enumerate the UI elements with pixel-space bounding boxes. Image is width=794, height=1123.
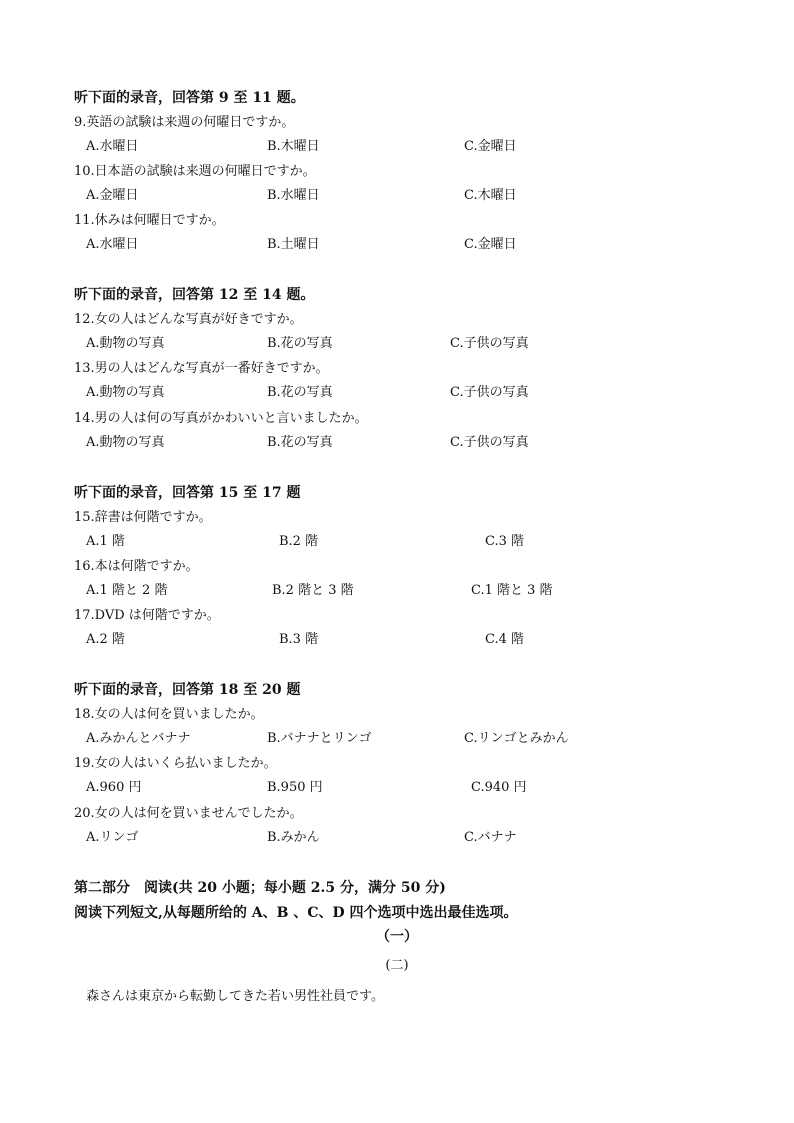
- option-b: B.みかん: [267, 830, 320, 845]
- question-text: 17.DVD は何階ですか。: [74, 608, 220, 623]
- question-text: 9.英語の試験は来週の何曜日ですか。: [74, 115, 295, 130]
- option-c: C.子供の写真: [450, 336, 529, 351]
- option-b: B.花の写真: [267, 435, 333, 450]
- question-text: 20.女の人は何を買いませんでしたか。: [74, 806, 303, 821]
- question-text: 11.休みは何曜日ですか。: [74, 213, 225, 228]
- option-b: B.2 階と 3 階: [272, 583, 354, 598]
- option-c: C.3 階: [485, 534, 525, 549]
- option-a: A.動物の写真: [86, 435, 165, 450]
- option-a: A.動物の写真: [86, 336, 165, 351]
- section-heading: 听下面的录音，回答第 9 至 11 题。: [74, 90, 305, 106]
- option-b: B.花の写真: [267, 385, 333, 400]
- option-b: B.2 階: [279, 534, 319, 549]
- option-c: C.バナナ: [464, 830, 517, 845]
- option-a: A.水曜日: [86, 139, 139, 154]
- section-heading: 听下面的录音，回答第 18 至 20 题: [74, 682, 301, 698]
- question-text: 12.女の人はどんな写真が好きですか。: [74, 312, 303, 327]
- option-a: A.水曜日: [86, 237, 139, 252]
- option-a: A.1 階と 2 階: [86, 583, 168, 598]
- option-c: C.子供の写真: [450, 385, 529, 400]
- question-text: 16.本は何階ですか。: [74, 559, 199, 574]
- option-a: A.2 階: [86, 632, 125, 647]
- option-c: C.リンゴとみかん: [464, 731, 569, 746]
- passage-text: 森さんは東京から転勤してきた若い男性社員です。: [86, 989, 384, 1004]
- option-c: C.4 階: [485, 632, 525, 647]
- question-text: 15.辞書は何階ですか。: [74, 510, 212, 525]
- question-text: 10.日本語の試験は来週の何曜日ですか。: [74, 164, 316, 179]
- option-a: A.リンゴ: [86, 830, 139, 845]
- option-c: C.金曜日: [464, 139, 517, 154]
- option-a: A.みかんとバナナ: [86, 731, 191, 746]
- option-b: B.土曜日: [267, 237, 320, 252]
- option-c: C.940 円: [471, 780, 527, 795]
- option-b: B.木曜日: [267, 139, 320, 154]
- question-text: 19.女の人はいくら払いましたか。: [74, 756, 277, 771]
- part-title: 第二部分 阅读(共 20 小题；每小题 2.5 分，满分 50 分): [74, 880, 446, 896]
- section-heading: 听下面的录音，回答第 15 至 17 题: [74, 485, 301, 501]
- option-c: C.子供の写真: [450, 435, 529, 450]
- option-c: C.金曜日: [464, 237, 517, 252]
- option-b: B.バナナとリンゴ: [267, 731, 372, 746]
- passage-subhead: (二): [385, 958, 409, 973]
- option-c: C.木曜日: [464, 188, 517, 203]
- question-text: 13.男の人はどんな写真が一番好きですか。: [74, 361, 329, 376]
- reading-instruction: 阅读下列短文,从每题所给的 A、B 、C、D 四个选项中选出最佳选项。: [74, 905, 518, 921]
- option-b: B.花の写真: [267, 336, 333, 351]
- question-text: 18.女の人は何を買いましたか。: [74, 707, 264, 722]
- option-c: C.1 階と 3 階: [471, 583, 553, 598]
- option-a: A.金曜日: [86, 188, 139, 203]
- option-b: B.950 円: [267, 780, 323, 795]
- option-b: B.水曜日: [267, 188, 320, 203]
- option-b: B.3 階: [279, 632, 319, 647]
- passage-subhead: （一）: [376, 929, 418, 945]
- option-a: A.1 階: [86, 534, 125, 549]
- question-text: 14.男の人は何の写真がかわいいと言いましたか。: [74, 411, 368, 426]
- option-a: A.動物の写真: [86, 385, 165, 400]
- section-heading: 听下面的录音，回答第 12 至 14 题。: [74, 287, 315, 303]
- option-a: A.960 円: [86, 780, 142, 795]
